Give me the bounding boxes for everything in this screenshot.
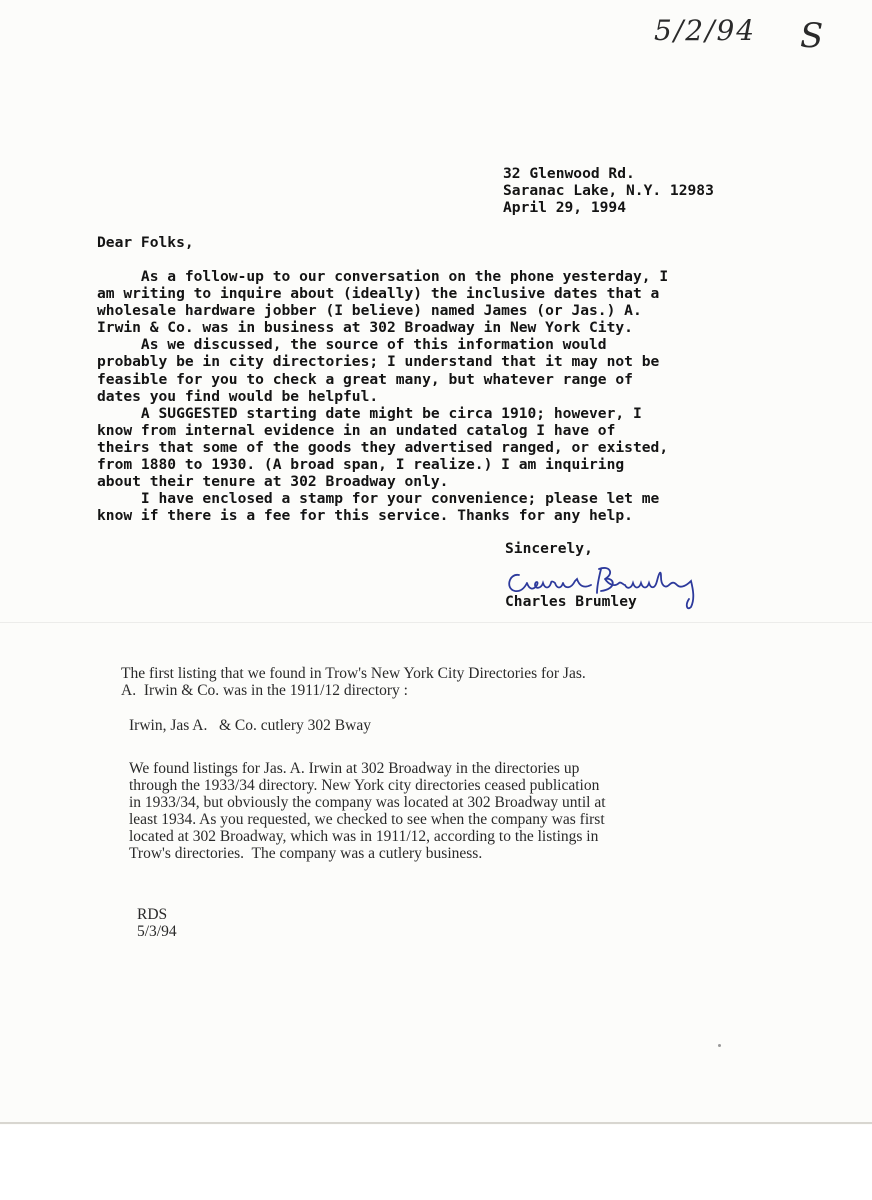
body-line: As a follow-up to our conversation on the phone yesterday, I	[97, 268, 669, 285]
scan-margin	[0, 1125, 872, 1200]
reply-initials: RDS	[137, 906, 168, 923]
paper-speck	[718, 1044, 721, 1047]
address-city: Saranac Lake, N.Y. 12983	[503, 182, 714, 200]
letter-body	[97, 268, 668, 524]
body-line: Irwin & Co. was in business at 302 Broadway in New York City.	[97, 319, 633, 337]
reply-line: The first listing that we found in Trow's New York City Directories for Jas.	[121, 665, 586, 682]
body-line: theirs that some of the goods they advertised ranged, or existed,	[97, 438, 669, 456]
signer-name: Charles Brumley	[505, 593, 637, 610]
body-line: know from internal evidence in an undated catalog I have of	[97, 421, 616, 439]
handwritten-date: 5/2/94	[654, 14, 757, 47]
fold-line	[0, 622, 872, 623]
reply-line: A. Irwin & Co. was in the 1911/12 directory :	[121, 682, 408, 699]
handwritten-mark: S	[800, 16, 826, 56]
body-line: probably be in city directories; I understand that it may not be	[97, 353, 660, 371]
body-line: about their tenure at 302 Broadway only.	[97, 473, 449, 491]
reply-first-listing	[121, 665, 586, 699]
body-line: dates you find would be helpful.	[97, 387, 379, 405]
letter-date: April 29, 1994	[503, 199, 627, 217]
sender-address	[503, 165, 714, 216]
body-line: know if there is a fee for this service. Thanks for any help.	[97, 507, 633, 525]
closing: Sincerely,	[505, 540, 593, 557]
greeting: Dear Folks,	[97, 234, 194, 251]
directory-listing: Irwin, Jas A. & Co. cutlery 302 Bway	[129, 717, 371, 734]
body-line: As we discussed, the source of this information would	[97, 336, 607, 354]
body-line: A SUGGESTED starting date might be circa 1910; however, I	[97, 404, 642, 422]
reply-date: 5/3/94	[137, 923, 177, 940]
reply-line: in 1933/34, but obviously the company was located at 302 Broadway until at	[129, 794, 606, 811]
reply-line: through the 1933/34 directory. New York city directories ceased publication	[129, 777, 600, 794]
reply-line: least 1934. As you requested, we checked to see when the company was first	[129, 811, 605, 828]
body-line: feasible for you to check a great many, but whatever range of	[97, 370, 633, 388]
reply-findings	[129, 760, 606, 862]
reply-line: located at 302 Broadway, which was in 1911/12, according to the listings in	[129, 828, 599, 845]
address-street: 32 Glenwood Rd.	[503, 165, 635, 182]
body-line: I have enclosed a stamp for your convenience; please let me	[97, 490, 660, 508]
body-line: am writing to inquire about (ideally) the inclusive dates that a	[97, 285, 660, 303]
body-line: wholesale hardware jobber (I believe) named James (or Jas.) A.	[97, 302, 642, 320]
reply-line: Trow's directories. The company was a cutlery business.	[129, 845, 483, 862]
body-line: from 1880 to 1930. (A broad span, I realize.) I am inquiring	[97, 456, 625, 474]
reply-line: We found listings for Jas. A. Irwin at 302 Broadway in the directories up	[129, 760, 580, 777]
page-edge	[0, 1122, 872, 1124]
